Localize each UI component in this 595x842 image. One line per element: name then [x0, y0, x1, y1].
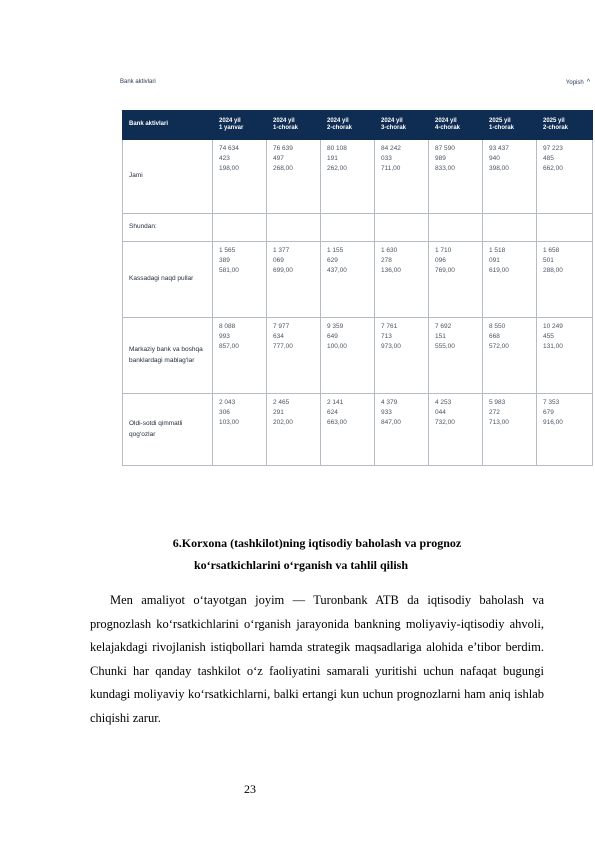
cell-value-part: 555,00: [435, 343, 455, 351]
table-cell: [267, 140, 321, 214]
table-cell: [267, 242, 321, 318]
table-cell: [213, 394, 267, 466]
column-header-period: [537, 111, 593, 140]
cell-value-part: 7 353: [543, 399, 560, 406]
table-cell: [375, 214, 429, 242]
cell-value-part: 272: [489, 409, 500, 417]
column-header-period: [483, 111, 537, 140]
cell-value-part: 455: [543, 333, 554, 341]
cell-value-part: 9 359: [327, 323, 344, 330]
cell-value-part: 8 088: [219, 323, 236, 330]
cell-value-part: 268,00: [273, 165, 293, 173]
cell-value-part: 1 565: [219, 247, 236, 254]
table-cell: [483, 242, 537, 318]
cell-value-part: 5 983: [489, 399, 506, 406]
column-header-line1: 2024 yil: [219, 117, 241, 124]
cell-value-part: 1 658: [543, 247, 560, 254]
cell-value-part: 993: [219, 333, 230, 341]
cell-value-part: 191: [327, 155, 338, 163]
cell-value-part: 091: [489, 257, 500, 265]
cell-value-part: 423: [219, 155, 230, 163]
table-cell: [429, 140, 483, 214]
cell-value-part: 663,00: [327, 419, 347, 427]
cell-value-part: 4 253: [435, 399, 452, 406]
cell-value-part: 713: [381, 333, 392, 341]
cell-value-part: 668: [489, 333, 500, 341]
cell-value-part: 7 761: [381, 323, 398, 330]
cell-value-part: 1 630: [381, 247, 398, 254]
table-cell: [321, 242, 375, 318]
table-cell: [375, 318, 429, 394]
cell-value-part: 044: [435, 409, 446, 417]
table-cell: [537, 214, 593, 242]
cell-value-part: 389: [219, 257, 230, 265]
cell-value-part: 497: [273, 155, 284, 163]
table-cell: [537, 318, 593, 394]
cell-value-part: 069: [273, 257, 284, 265]
table-cell: [375, 242, 429, 318]
cell-value-part: 973,00: [381, 343, 401, 351]
cell-value-part: 7 977: [273, 323, 290, 330]
table-row: [123, 318, 593, 394]
table-cell: [267, 318, 321, 394]
section-heading-line-1: 6.Korxona (tashkilot)ning iqtisodiy baholash va prognoz: [172, 536, 462, 550]
cell-value-part: 699,00: [273, 267, 293, 275]
page-number: 23: [244, 782, 256, 796]
collapse-button[interactable]: [566, 79, 590, 86]
row-label: Markaziy bank va boshqa banklardagi mablag‘lar: [123, 318, 213, 394]
cell-value-part: 857,00: [219, 343, 239, 351]
cell-value-part: 87 590: [435, 145, 455, 152]
cell-value-part: 634: [273, 333, 284, 341]
column-header-label: [123, 111, 213, 140]
cell-value-part: 4 379: [381, 399, 398, 406]
table-cell: [213, 318, 267, 394]
table-cell: [267, 394, 321, 466]
cell-value-part: 713,00: [489, 419, 509, 427]
cell-value-part: 1 518: [489, 247, 506, 254]
cell-value-part: 777,00: [273, 343, 293, 351]
cell-value-part: 398,00: [489, 165, 509, 173]
cell-value-part: 10 249: [543, 323, 563, 330]
cell-value-part: 306: [219, 409, 230, 417]
row-label: Shundan:: [123, 214, 213, 242]
cell-value-part: 2 043: [219, 399, 236, 406]
column-header-line1: 2024 yil: [327, 117, 349, 124]
table-header-row: [123, 111, 593, 140]
table-cell: [321, 394, 375, 466]
cell-value-part: 096: [435, 257, 446, 265]
cell-value-part: 2 141: [327, 399, 344, 406]
table-row: [123, 394, 593, 466]
table-cell: [483, 214, 537, 242]
cell-value-part: 76 639: [273, 145, 293, 152]
cell-value-part: 291: [273, 409, 284, 417]
bank-assets-screenshot: [118, 76, 592, 94]
column-header-period: [267, 111, 321, 140]
cell-value-part: 1 155: [327, 247, 344, 254]
cell-value-part: 136,00: [381, 267, 401, 275]
table-cell: [213, 140, 267, 214]
cell-value-part: 629: [327, 257, 338, 265]
table-cell: [429, 214, 483, 242]
cell-value-part: 262,00: [327, 165, 347, 173]
cell-value-part: 151: [435, 333, 446, 341]
column-header-line2: 3-chorak: [381, 125, 407, 131]
body-paragraph: Men amaliyot o‘tayotgan joyim — Turonbank ATB da iqtisodiy baholash va prognozlash ko‘rsatkichlarini o‘rganish jarayonida bankning moliyaviy-iqtisodiy ahvoli, kelajakdagi rivojlanish istiqbollari hamda strategik maqsadlariga alohida e’tibor berdim. Chunki har qanday tashkilot o‘z faoliyatini samarali yuritishi uchun nafaqat bugungi kundagi moliyaviy ko‘rsatkichlarni, balki ertangi kun uchun prognozlarni ham aniq ishlab chiqishi zarur.: [90, 593, 544, 725]
cell-value-part: 100,00: [327, 343, 347, 351]
table-cell: [321, 214, 375, 242]
cell-value-part: 624: [327, 409, 338, 417]
column-header-line2: 2-chorak: [543, 125, 569, 131]
column-header-line2: 1-chorak: [273, 125, 299, 131]
table-cell: [483, 140, 537, 214]
cell-value-part: 989: [435, 155, 446, 163]
cell-value-part: 202,00: [273, 419, 293, 427]
cell-value-part: 847,00: [381, 419, 401, 427]
column-header-period: [429, 111, 483, 140]
cell-value-part: 581,00: [219, 267, 239, 275]
table-cell: [375, 140, 429, 214]
chevron-up-icon: ^: [586, 79, 590, 86]
cell-value-part: 288,00: [543, 267, 563, 275]
table-cell: [375, 394, 429, 466]
column-header-line1: Bank aktivlari: [129, 121, 169, 128]
cell-value-part: 485: [543, 155, 554, 163]
cell-value-part: 97 223: [543, 145, 563, 152]
cell-value-part: 8 550: [489, 323, 506, 330]
table-cell: [321, 140, 375, 214]
column-header-line2: 4-chorak: [435, 125, 461, 131]
column-header-period: [213, 111, 267, 140]
cell-value-part: 662,00: [543, 165, 563, 173]
cell-value-part: 619,00: [489, 267, 509, 275]
column-header-line2: 1-chorak: [489, 125, 515, 131]
cell-value-part: 198,00: [219, 165, 239, 173]
cell-value-part: 131,00: [543, 343, 563, 351]
column-header-period: [321, 111, 375, 140]
cell-value-part: 103,00: [219, 419, 239, 427]
table-cell: [321, 318, 375, 394]
section-heading-line-2: ko‘rsatkichlarini o‘rganish va tahlil qilish: [193, 558, 409, 572]
column-header-line1: 2024 yil: [381, 117, 403, 124]
table-cell: [429, 394, 483, 466]
cell-value-part: 278: [381, 257, 392, 265]
cell-value-part: 84 242: [381, 145, 401, 152]
cell-value-part: 769,00: [435, 267, 455, 275]
column-header-line1: 2024 yil: [435, 117, 457, 124]
column-header-line2: 2-chorak: [327, 125, 353, 131]
bank-assets-table: [122, 110, 593, 466]
row-label: Kassadagi naqd pullar: [123, 242, 213, 318]
table-cell: [537, 140, 593, 214]
column-header-line2: 1 yanvar: [219, 125, 244, 131]
column-header-line1: 2025 yil: [543, 117, 565, 124]
cell-value-part: 501: [543, 257, 554, 265]
cell-value-part: 1 710: [435, 247, 452, 254]
cell-value-part: 572,00: [489, 343, 509, 351]
cell-value-part: 1 377: [273, 247, 290, 254]
table-cell: [213, 242, 267, 318]
table-row: [123, 214, 593, 242]
table-cell: [483, 318, 537, 394]
cell-value-part: 649: [327, 333, 338, 341]
table-cell: [429, 242, 483, 318]
cell-value-part: 916,00: [543, 419, 563, 427]
cell-value-part: 679: [543, 409, 554, 417]
cell-value-part: 732,00: [435, 419, 455, 427]
cell-value-part: 933: [381, 409, 392, 417]
table-row: [123, 242, 593, 318]
bank-assets-header: [118, 76, 592, 94]
table-cell: [429, 318, 483, 394]
bank-assets-title: Bank aktivlari: [120, 79, 156, 85]
table-row: [123, 140, 593, 214]
row-label: Oldi-sotdi qimmatli qog‘ozlar: [123, 394, 213, 466]
cell-value-part: 833,00: [435, 165, 455, 173]
table-cell: [267, 214, 321, 242]
cell-value-part: 940: [489, 155, 500, 163]
cell-value-part: 80 108: [327, 145, 347, 152]
table-cell: [213, 214, 267, 242]
cell-value-part: 2 465: [273, 399, 290, 406]
column-header-line1: 2024 yil: [273, 117, 295, 124]
cell-value-part: 74 634: [219, 145, 239, 152]
cell-value-part: 711,00: [381, 165, 401, 173]
cell-value-part: 93 437: [489, 145, 509, 152]
table-cell: [483, 394, 537, 466]
cell-value-part: 437,00: [327, 267, 347, 275]
table-cell: [537, 242, 593, 318]
column-header-period: [375, 111, 429, 140]
column-header-line1: 2025 yil: [489, 117, 511, 124]
cell-value-part: 7 692: [435, 323, 452, 330]
collapse-label: Yopish: [565, 80, 584, 86]
table-cell: [537, 394, 593, 466]
row-label: Jami: [123, 140, 213, 214]
cell-value-part: 033: [381, 155, 392, 163]
